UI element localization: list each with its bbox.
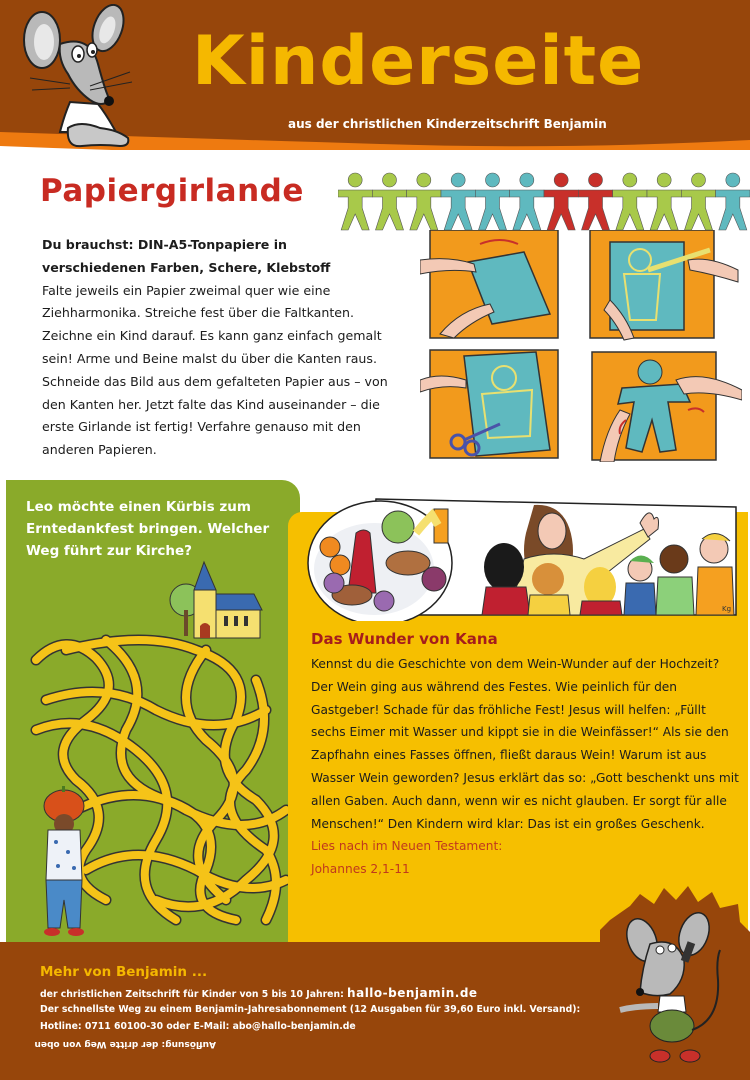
story-paragraph: Kennst du die Geschichte von dem Wein-Wunder auf der Hochzeit? Der Wein ging aus während des Festes. Wie peinlich für den Gastgeber! Schade für das fröhliche Fest! Jesus will helfen: „Füllt sechs Eimer mit Wasser und kippt sie in die Weinfässer!“ Als sie den Zapfhahn eines Fasses öffnen, fließt daraus Wein! Warum ist aus Wasser Wein geworden? Jesus erklärt das so: „Gott beschenkt uns mit allen Gaben. Auch dann, wenn wir es nicht glauben. Er sorgt für alle Menschen!“ Den Kindern wird klar: Das ist ein großes Geschenk. [311, 657, 739, 831]
bible-reference-label: Lies nach im Neuen Testament: [311, 839, 503, 854]
website-link[interactable]: hallo-benjamin.de [347, 986, 478, 1000]
garland-figure [510, 173, 544, 230]
boy-with-pumpkin-icon [44, 786, 84, 936]
footer-line-1 [40, 987, 478, 999]
craft-title: Papiergirlande [40, 173, 304, 209]
craft-materials: Du brauchst: DIN-A5-Tonpapiere in verschiedenen Farben, Schere, Klebstoff [42, 237, 331, 275]
garland-figure [372, 173, 406, 230]
paper-garland-illustration [338, 170, 750, 232]
bible-reference: Johannes 2,1-11 [311, 862, 410, 877]
header-banner [0, 0, 750, 150]
garland-figure [578, 173, 612, 230]
footer-title: Mehr von Benjamin ... [40, 964, 208, 980]
garland-figure [338, 173, 372, 230]
step-2-draw-icon [590, 230, 738, 340]
wedding-at-cana-illustration [304, 483, 744, 621]
footer-line-1-text: der christlichen Zeitschrift für Kinder von 5 bis 10 Jahren: [40, 989, 348, 1000]
craft-steps-text: Falte jeweils ein Papier zweimal quer wie eine Ziehharmonika. Streiche fest über die Faltkanten. Zeichne ein Kind darauf. Es kann ganz einfach gemalt sein! Arme und Beine malst du über die Kanten raus. Schneide das Bild aus dem gefalteten Papier aus – von den Kanten her. Jetzt falte das Kind auseinander – die erste Girlande ist fertig! Verfahre genauso mit den anderen Papieren. [42, 282, 388, 458]
garland-figure [681, 173, 715, 230]
story-title: Das Wunder von Kana [311, 630, 498, 648]
footer-line-3: Hotline: 0711 60100-30 oder E-Mail: abo@hallo-benjamin.de [40, 1021, 356, 1032]
garland-figure [613, 173, 647, 230]
mouse-on-phone-icon [600, 880, 750, 1080]
craft-steps-illustration [420, 230, 742, 462]
garland-figure [544, 173, 578, 230]
craft-instructions [42, 234, 394, 462]
maze-question: Leo möchte einen Kürbis zum Erntedankfest bringen. Welcher Weg führt zur Kirche? [26, 499, 270, 559]
step-3-cut-icon [420, 350, 558, 458]
maze-solution: Auflösung: der dritte Weg von oben [34, 1039, 216, 1049]
step-1-fold-icon [420, 230, 558, 338]
page-title: Kinderseite [192, 22, 645, 101]
mouse-mascot-icon [20, 4, 160, 152]
garland-figure [475, 173, 509, 230]
garland-figure [407, 173, 441, 230]
garland-figure [716, 173, 750, 230]
garland-figure [441, 173, 475, 230]
footer-line-2: Der schnellste Weg zu einem Benjamin-Jahresabonnement (12 Ausgaben für 39,60 Euro inkl. Versand): [40, 1004, 581, 1015]
illustrator-signature: Kg [722, 605, 732, 613]
garland-figure [647, 173, 681, 230]
story-body [311, 653, 741, 881]
church-icon [170, 562, 262, 638]
page-subtitle: aus der christlichen Kinderzeitschrift Benjamin [288, 117, 607, 131]
step-4-unfold-icon [592, 352, 742, 462]
